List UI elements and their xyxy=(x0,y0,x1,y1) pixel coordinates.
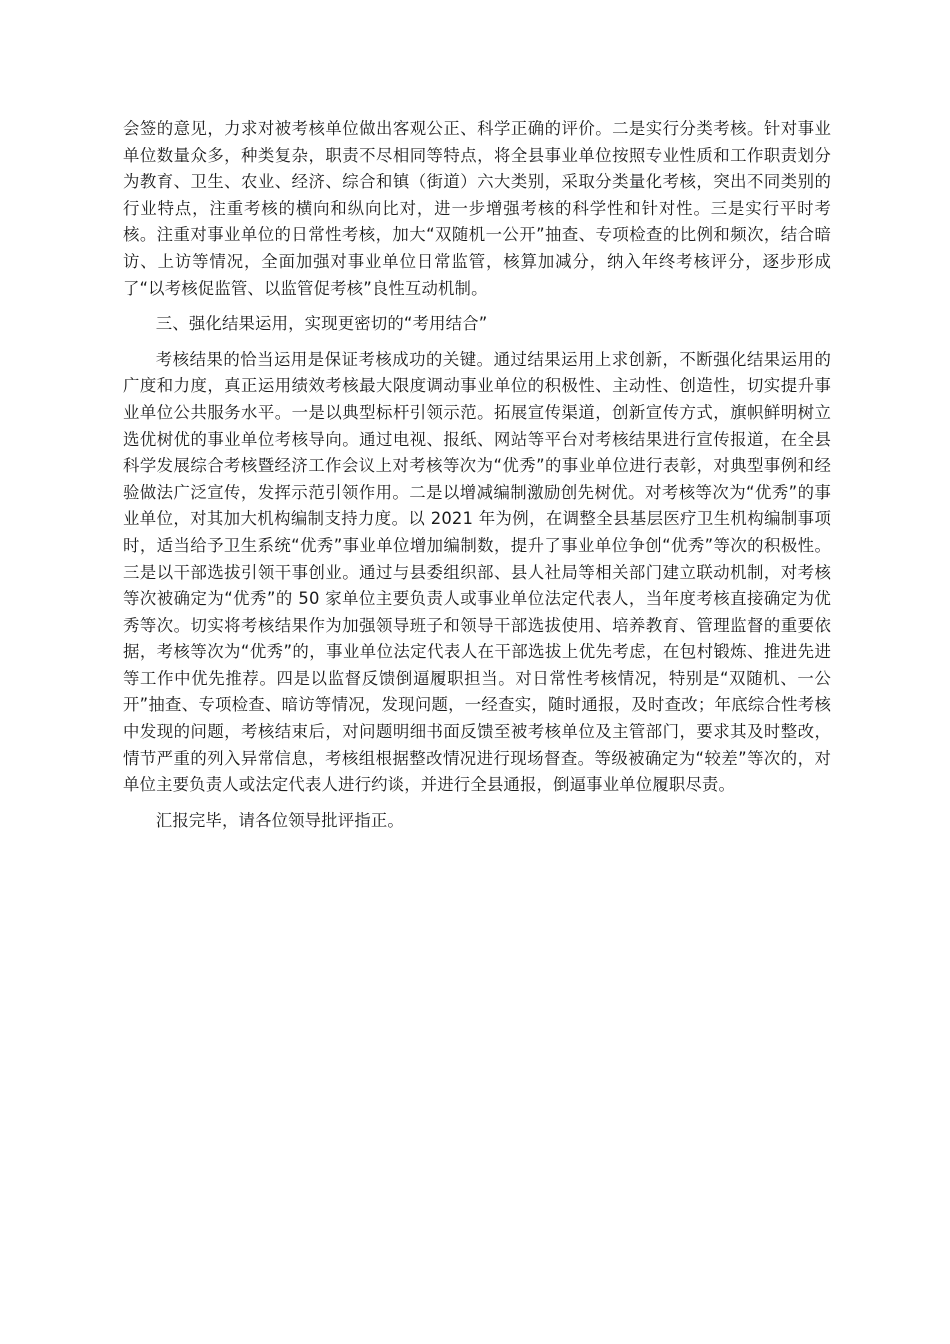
closing-paragraph: 汇报完毕，请各位领导批评指正。 xyxy=(155,810,404,830)
body-paragraph-result-application: 考核结果的恰当运用是保证考核成功的关键。通过结果运用上求创新，不断强化结果运用的广度和力度，真正运用绩效考核最大限度调动事业单位的积极性、主动性、创造性，切实提升事业单位公共服务水平。一是以典型标杆引领示范。拓展宣传渠道，创新宣传方式，旗帜鲜明树立选优树优的事业单位考核导向。通过电视、报纸、网站等平台对考核结果进行宣传报道，在全县科学发展综合考核暨经济工作会议上对考核等次为“优秀”的事业单位进行表彰，对典型事例和经验做法广泛宣传，发挥示范引领作用。二是以增减编制激励创先树优。对考核等次为“优秀”的事业单位，对其加大机构编制支持力度。以 2021 年为例，在调整全县基层医疗卫生机构编制事项时，适当给予卫生系统“优秀”事业单位增加编制数，提升了事业单位争创“优秀”等次的积极性。三是以干部选拔引领干事创业。通过与县委组织部、县人社局等相关部门建立联动机制，对考核等次被确定为“优秀”的 50 家单位主要负责人或事业单位法定代表人，当年度考核直接确定为优秀等次。切实将考核结果作为加强领导班子和领导干部选拔使用、培养教育、管理监督的重要依据，考核等次为“优秀”的，事业单位法定代表人在干部选拔上优先考虑，在包村锻炼、推进先进等工作中优先推荐。四是以监督反馈倒逼履职担当。对日常性考核情况，特别是“双随机、一公开”抽查、专项检查、暗访等情况，发现问题，一经查实，随时通报，及时查改；年底综合性考核中发现的问题，考核结束后，对问题明细书面反馈至被考核单位及主管部门，要求其及时整改，情节严重的列入异常信息，考核组根据整改情况进行现场督查。等级被确定为“较差”等次的，对单位主要负责人或法定代表人进行约谈，并进行全县通报，倒逼事业单位履职尽责。 xyxy=(123,349,831,795)
document-page xyxy=(123,116,831,834)
section-heading-result-application: 三、强化结果运用，实现更密切的“考用结合” xyxy=(155,314,488,334)
body-paragraph-assessment-methods: 会签的意见，力求对被考核单位做出客观公正、科学正确的评价。二是实行分类考核。针对事业单位数量众多，种类复杂，职责不尽相同等特点，将全县事业单位按照专业性质和工作职责划分为教育、卫生、农业、经济、综合和镇（街道）六大类别，采取分类量化考核，突出不同类别的行业特点，注重考核的横向和纵向比对，进一步增强考核的科学性和针对性。三是实行平时考核。注重对事业单位的日常性考核，加大“双随机一公开”抽查、专项检查的比例和频次，结合暗访、上访等情况，全面加强对事业单位日常监管，核算加减分，纳入年终考核评分，逐步形成了“以考核促监管、以监管促考核”良性互动机制。 xyxy=(123,119,831,298)
